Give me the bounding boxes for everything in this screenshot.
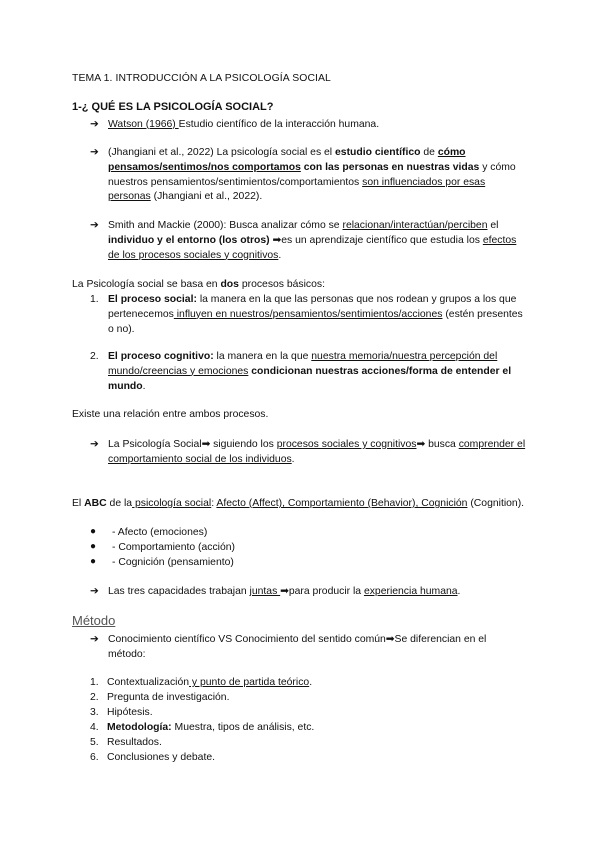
arrow-icon: ➔ [90,634,99,645]
metodo-heading: Método [72,613,116,628]
arrow-icon: ➔ [90,119,99,130]
processes-intro: La Psicología social se basa en dos procesos básicos: [72,279,325,290]
definition-jhangiani: ➔ (Jhangiani et al., 2022) La psicología social es el estudio científico de cómo pensamos/sentimos/nos comportamos con las personas en nuestras vidas y cómo nuestros pensamientos/sentimientos/comportamientos son influenciados por esas personas (Jhangiani et al., 2022). [90,147,516,203]
definition-smith-mackie: ➔ Smith and Mackie (2000): Busca analizar cómo se relacionan/interactúan/perciben el individuo y el entorno (los otros) ➡es un aprendizaje científico que estudia los efectos de los procesos sociales y cognitivos. [90,220,517,261]
psicologia-arrow: ➔ La Psicología Social➡ siguiendo los procesos sociales y cognitivos➡ busca comprender el comportamiento social de los individuos. [90,439,526,465]
process-cognitive: 2. El proceso cognitivo: la manera en la que nuestra memoria/nuestra percepción del mundo/creencias y emociones condicionan nuestras acciones/forma de entender el mundo. [90,351,512,392]
list-item: 2. Pregunta de investigación. [90,692,230,703]
bullet-icon: ● [90,526,97,537]
conocimiento-arrow: ➔ Conocimiento científico VS Conocimiento del sentido común➡Se diferencian en el método: [90,634,487,660]
list-item: 3. Hipótesis. [90,707,153,718]
document-title: TEMA 1. INTRODUCCIÓN A LA PSICOLOGÍA SOCIAL [72,73,331,84]
section-heading: 1-¿ QUÉ ES LA PSICOLOGÍA SOCIAL? [72,101,274,113]
list-item: ● - Afecto (emociones) [90,526,208,538]
list-item: 1. Contextualización y punto de partida teórico. [90,677,313,688]
relation-text: Existe una relación entre ambos procesos. [72,409,269,420]
list-item: 4. Metodología: Muestra, tipos de análisis, etc. [90,722,315,733]
arrow-icon: ➔ [90,220,99,231]
list-item: 5. Resultados. [90,737,162,748]
list-item: 6. Conclusiones y debate. [90,752,216,763]
citation: Watson (1966) [108,119,179,130]
capacidades-arrow: ➔ Las tres capacidades trabajan juntas ➡para producir la experiencia humana. [90,585,530,600]
list-item: ● - Comportamiento (acción) [90,541,235,553]
definition-watson: ➔ Watson (1966) Estudio científico de la interacción humana. [90,118,530,133]
list-item: ● - Cognición (pensamiento) [90,556,234,568]
process-social: 1. El proceso social: la manera en la que las personas que nos rodean y grupos a los que pertenecemos influyen en nuestros/pensamientos/sentimientos/acciones (estén presentes o no). [90,294,523,335]
arrow-icon: ➔ [90,586,99,597]
bullet-icon: ● [90,556,97,567]
bullet-icon: ● [90,541,97,552]
arrow-icon: ➔ [90,147,99,158]
arrow-icon: ➔ [90,439,99,450]
abc-paragraph: El ABC de la psicología social: Afecto (Affect), Comportamiento (Behavior), Cognición (Cognition). [72,498,525,509]
